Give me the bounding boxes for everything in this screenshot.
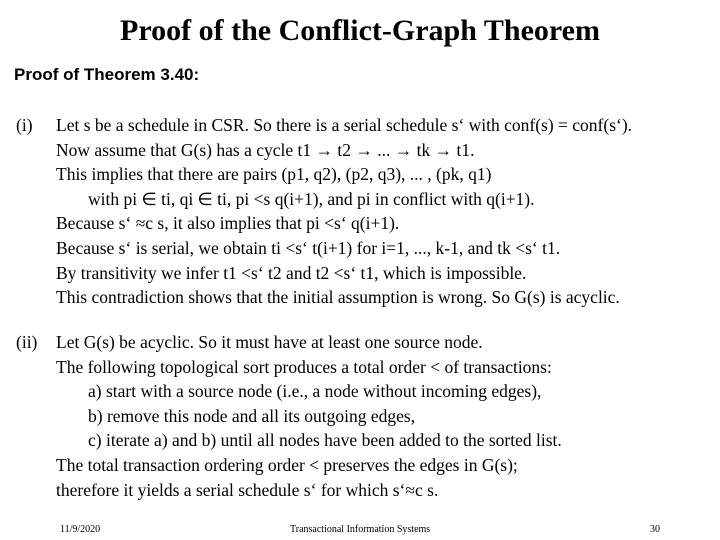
part-ii-line-7 bbox=[16, 478, 716, 503]
part-i-line-8 bbox=[16, 285, 716, 310]
proof-heading: Proof of Theorem 3.40: bbox=[14, 65, 200, 84]
part-i-text-1: Let s be a schedule in CSR. So there is a serial schedule s‘ with conf(s) = conf(s‘). bbox=[56, 115, 633, 135]
part-ii-text-3: a) start with a source node (i.e., a node without incoming edges), bbox=[88, 381, 542, 402]
part-ii-line-3 bbox=[16, 379, 716, 404]
part-ii-line-5 bbox=[16, 428, 716, 453]
footer-course-title: Transactional Information Systems bbox=[290, 524, 431, 535]
part-ii-text-1: Let G(s) be acyclic. So it must have at least one source node. bbox=[56, 332, 483, 352]
part-ii-text-7: therefore it yields a serial schedule s‘ for which s‘≈c s. bbox=[56, 479, 439, 500]
part-ii-text-2: The following topological sort produces a total order < of transactions: bbox=[56, 356, 552, 377]
footer-date: 11/9/2020 bbox=[60, 524, 101, 535]
part-i-line-7 bbox=[16, 261, 716, 286]
part-i-line-6 bbox=[16, 236, 716, 261]
part-ii-line-2 bbox=[16, 355, 716, 380]
footer-page-number: 30 bbox=[650, 524, 660, 535]
part-i-line-3 bbox=[16, 162, 716, 187]
part-i-line-5 bbox=[16, 211, 716, 236]
part-i-line-4 bbox=[16, 187, 716, 212]
part-i-line-2 bbox=[16, 138, 716, 163]
part-ii-line-4 bbox=[16, 404, 716, 429]
part-i-text-5: Because s‘ ≈c s, it also implies that pi <s‘ q(i+1). bbox=[56, 213, 400, 234]
part-ii-line-6 bbox=[16, 453, 716, 478]
part-ii-text-4: b) remove this node and all its outgoing edges, bbox=[88, 405, 416, 426]
part-i-text-2: Now assume that G(s) has a cycle t1 → t2 → ... → tk → t1. bbox=[56, 139, 475, 160]
part-i-text-6: Because s‘ is serial, we obtain ti <s‘ t(i+1) for i=1, ..., k-1, and tk <s‘ t1. bbox=[56, 237, 561, 258]
part-ii-text-6: The total transaction ordering order < preserves the edges in G(s); bbox=[56, 454, 518, 475]
part-i-marker: (i) bbox=[16, 115, 33, 135]
part-i-text-7: By transitivity we infer t1 <s‘ t2 and t2 <s‘ t1, which is impossible. bbox=[56, 262, 527, 283]
proof-part-ii bbox=[16, 330, 716, 502]
part-ii-marker: (ii) bbox=[16, 332, 38, 352]
part-i-text-3: This implies that there are pairs (p1, q2), (p2, q3), ... , (pk, q1) bbox=[56, 164, 492, 185]
slide-title: Proof of the Conflict-Graph Theorem bbox=[120, 14, 600, 47]
part-i-text-4: with pi ∈ ti, qi ∈ ti, pi <s q(i+1), and pi in conflict with q(i+1). bbox=[88, 188, 535, 209]
proof-part-i bbox=[16, 113, 716, 310]
part-ii-text-5: c) iterate a) and b) until all nodes have been added to the sorted list. bbox=[88, 430, 562, 451]
part-i-text-8: This contradiction shows that the initial assumption is wrong. So G(s) is acyclic. bbox=[56, 287, 620, 308]
part-i-line-1 bbox=[16, 113, 716, 138]
part-ii-line-1 bbox=[16, 330, 716, 355]
